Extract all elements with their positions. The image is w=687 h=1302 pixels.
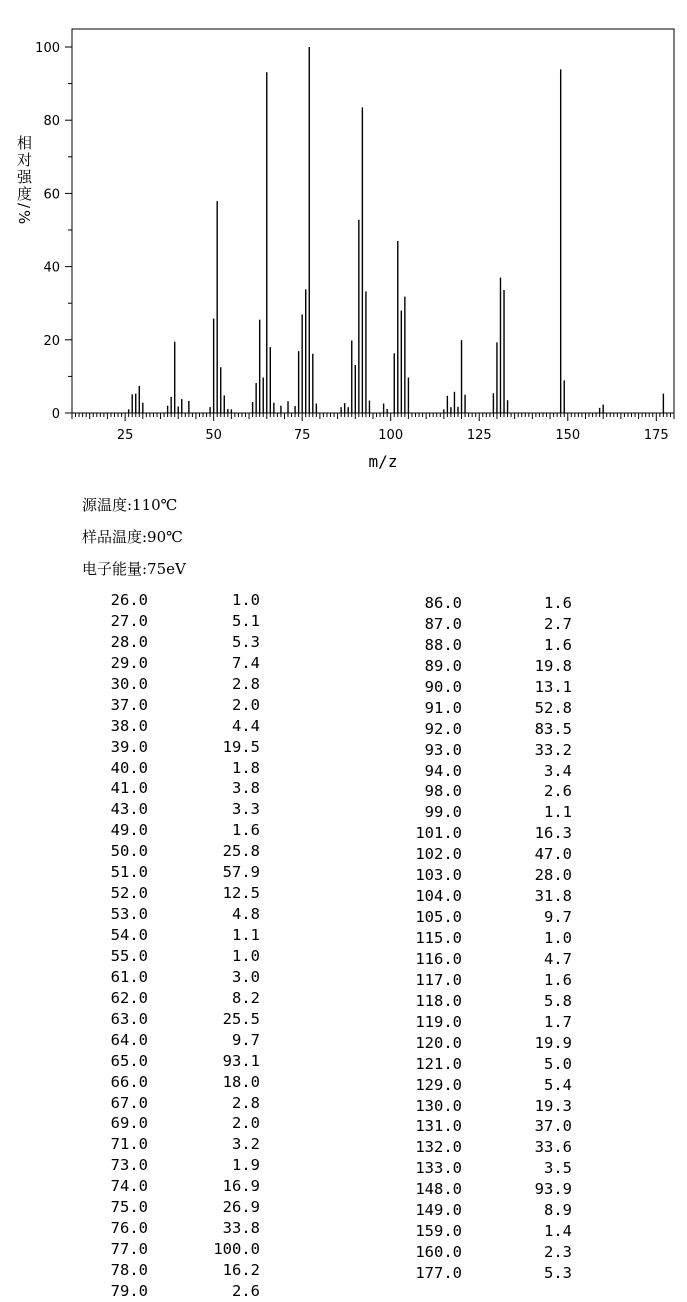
peak-row xyxy=(90,758,260,779)
mz-value: 116.0 xyxy=(415,949,462,968)
mz-value: 38.0 xyxy=(110,716,148,735)
intensity-value: 4.4 xyxy=(232,716,260,735)
mz-value: 39.0 xyxy=(110,737,148,756)
peak-row xyxy=(400,823,572,844)
mz-value: 131.0 xyxy=(415,1117,462,1136)
intensity-value: 25.8 xyxy=(222,842,260,861)
intensity-value: 33.8 xyxy=(222,1219,260,1238)
peak-row xyxy=(90,1176,260,1197)
mz-value: 120.0 xyxy=(415,1033,462,1052)
peak-row xyxy=(90,904,260,925)
mz-value: 133.0 xyxy=(415,1159,462,1178)
peak-row xyxy=(400,991,572,1012)
intensity-value: 9.7 xyxy=(232,1030,260,1049)
intensity-value: 1.0 xyxy=(544,929,572,947)
y-tick-label: 0 xyxy=(51,407,60,422)
mz-value: 130.0 xyxy=(415,1096,462,1115)
intensity-value: 8.2 xyxy=(232,988,260,1007)
peak-row xyxy=(90,883,260,904)
x-tick-label: 75 xyxy=(293,428,311,443)
mz-value: 26.0 xyxy=(110,591,148,609)
mz-value: 43.0 xyxy=(110,800,148,819)
mz-value: 28.0 xyxy=(110,632,148,651)
intensity-value: 13.1 xyxy=(534,677,572,696)
mz-value: 101.0 xyxy=(415,824,462,843)
mz-value: 77.0 xyxy=(110,1240,148,1259)
intensity-value: 33.6 xyxy=(534,1138,572,1157)
plot-frame xyxy=(72,29,674,413)
intensity-value: 4.8 xyxy=(232,905,260,924)
peak-row xyxy=(90,778,260,799)
mz-value: 53.0 xyxy=(110,905,148,924)
intensity-value: 2.0 xyxy=(232,695,260,714)
peak-row xyxy=(90,946,260,967)
intensity-value: 19.8 xyxy=(534,656,572,675)
peak-row xyxy=(90,820,260,841)
mz-value: 115.0 xyxy=(415,929,462,947)
mz-value: 71.0 xyxy=(110,1135,148,1154)
mz-value: 117.0 xyxy=(415,970,462,989)
mz-value: 78.0 xyxy=(110,1261,148,1279)
intensity-value: 1.6 xyxy=(232,821,260,840)
peak-row xyxy=(400,1221,572,1242)
intensity-value: 18.0 xyxy=(222,1072,260,1091)
mz-value: 37.0 xyxy=(110,695,148,714)
peak-row xyxy=(400,740,572,761)
intensity-value: 1.9 xyxy=(232,1156,260,1175)
peak-row xyxy=(400,614,572,635)
peak-row xyxy=(90,841,260,862)
intensity-value: 83.5 xyxy=(534,719,572,738)
intensity-value: 1.6 xyxy=(544,970,572,989)
mz-value: 104.0 xyxy=(415,887,462,906)
mz-value: 159.0 xyxy=(415,1222,462,1241)
peak-row xyxy=(400,593,572,614)
peak-row xyxy=(400,1137,572,1158)
mz-value: 66.0 xyxy=(110,1072,148,1091)
intensity-value: 19.9 xyxy=(534,1033,572,1052)
intensity-value: 1.1 xyxy=(544,803,572,822)
mz-value: 30.0 xyxy=(110,674,148,693)
intensity-value: 2.6 xyxy=(544,782,572,801)
intensity-value: 5.3 xyxy=(544,1264,572,1282)
intensity-value: 1.4 xyxy=(544,1222,572,1241)
mz-value: 90.0 xyxy=(424,677,462,696)
mz-value: 118.0 xyxy=(415,991,462,1010)
mz-value: 149.0 xyxy=(415,1201,462,1220)
mz-value: 50.0 xyxy=(110,842,148,861)
peak-table-right xyxy=(400,593,572,1284)
x-tick-label: 150 xyxy=(555,428,581,443)
mz-value: 103.0 xyxy=(415,866,462,885)
peak-row xyxy=(90,1134,260,1155)
mz-value: 119.0 xyxy=(415,1012,462,1031)
source-temperature: 源温度:110℃ xyxy=(82,496,178,514)
peak-row xyxy=(90,695,260,716)
peak-row xyxy=(400,907,572,928)
peak-row xyxy=(400,1116,572,1137)
mz-value: 73.0 xyxy=(110,1156,148,1175)
peak-row xyxy=(90,737,260,758)
peak-table-left xyxy=(90,590,260,1302)
mz-value: 87.0 xyxy=(424,614,462,633)
intensity-value: 4.7 xyxy=(544,949,572,968)
intensity-value: 52.8 xyxy=(534,698,572,717)
mass-spectrum-chart xyxy=(0,0,687,480)
mz-value: 94.0 xyxy=(424,761,462,780)
peak-row xyxy=(400,781,572,802)
y-axis-label: 相对强度/% xyxy=(15,135,33,227)
electron-energy: 电子能量:75eV xyxy=(82,560,186,578)
mz-value: 86.0 xyxy=(424,594,462,612)
peak-row xyxy=(400,970,572,991)
mz-value: 51.0 xyxy=(110,863,148,882)
intensity-value: 57.9 xyxy=(222,863,260,882)
peak-row xyxy=(90,1260,260,1281)
peak-row xyxy=(400,928,572,949)
x-tick-label: 25 xyxy=(116,428,134,443)
peak-row xyxy=(90,1155,260,1176)
peak-row xyxy=(90,1072,260,1093)
peak-row xyxy=(400,1012,572,1033)
peak-row xyxy=(400,698,572,719)
x-tick-label: 125 xyxy=(466,428,492,443)
intensity-value: 31.8 xyxy=(534,887,572,906)
mz-value: 74.0 xyxy=(110,1177,148,1196)
peak-row xyxy=(90,862,260,883)
mz-value: 29.0 xyxy=(110,653,148,672)
mz-value: 148.0 xyxy=(415,1180,462,1199)
peak-row xyxy=(90,653,260,674)
mz-value: 64.0 xyxy=(110,1030,148,1049)
y-tick-label: 40 xyxy=(43,260,60,276)
intensity-value: 47.0 xyxy=(534,845,572,864)
mz-value: 61.0 xyxy=(110,967,148,986)
mz-value: 129.0 xyxy=(415,1075,462,1094)
peak-row xyxy=(400,844,572,865)
mz-value: 132.0 xyxy=(415,1138,462,1157)
intensity-value: 2.3 xyxy=(544,1243,572,1262)
peak-row xyxy=(90,988,260,1009)
peak-row xyxy=(90,674,260,695)
intensity-value: 3.0 xyxy=(232,967,260,986)
peak-row xyxy=(400,1096,572,1117)
peak-row xyxy=(90,716,260,737)
peak-row xyxy=(400,865,572,886)
peak-row xyxy=(400,1075,572,1096)
x-tick-label: 175 xyxy=(643,428,669,443)
peak-row xyxy=(400,886,572,907)
mz-value: 88.0 xyxy=(424,635,462,654)
sample-temperature: 样品温度:90℃ xyxy=(82,528,183,546)
mz-value: 91.0 xyxy=(424,698,462,717)
intensity-value: 5.4 xyxy=(544,1075,572,1094)
intensity-value: 28.0 xyxy=(534,866,572,885)
mz-value: 62.0 xyxy=(110,988,148,1007)
mz-value: 52.0 xyxy=(110,884,148,903)
peak-row xyxy=(400,1200,572,1221)
x-tick-label: 100 xyxy=(378,428,404,443)
mz-value: 79.0 xyxy=(110,1281,148,1300)
peak-row xyxy=(90,1197,260,1218)
intensity-value: 16.2 xyxy=(222,1261,260,1279)
peak-row xyxy=(400,719,572,740)
intensity-value: 2.6 xyxy=(232,1281,260,1300)
intensity-value: 93.1 xyxy=(222,1051,260,1070)
mz-value: 49.0 xyxy=(110,821,148,840)
intensity-value: 1.0 xyxy=(232,591,260,609)
intensity-value: 1.6 xyxy=(544,594,572,612)
peak-row xyxy=(400,802,572,823)
x-axis-label: m/z xyxy=(368,452,398,471)
intensity-value: 19.3 xyxy=(534,1096,572,1115)
peak-row xyxy=(90,967,260,988)
peak-row xyxy=(400,1263,572,1284)
peak-row xyxy=(90,590,260,611)
peak-row xyxy=(400,1158,572,1179)
peak-row xyxy=(90,1009,260,1030)
peak-row xyxy=(90,1093,260,1114)
intensity-value: 1.0 xyxy=(232,946,260,965)
mz-value: 177.0 xyxy=(415,1264,462,1282)
mz-value: 67.0 xyxy=(110,1093,148,1112)
peak-row xyxy=(400,635,572,656)
mz-value: 40.0 xyxy=(110,758,148,777)
peak-row xyxy=(400,1054,572,1075)
peak-row xyxy=(90,1281,260,1302)
intensity-value: 3.2 xyxy=(232,1135,260,1154)
intensity-value: 16.3 xyxy=(534,824,572,843)
mz-value: 69.0 xyxy=(110,1114,148,1133)
intensity-value: 2.0 xyxy=(232,1114,260,1133)
peak-row xyxy=(90,611,260,632)
mz-value: 160.0 xyxy=(415,1243,462,1262)
mz-value: 89.0 xyxy=(424,656,462,675)
intensity-value: 5.1 xyxy=(232,611,260,630)
x-tick-label: 50 xyxy=(205,428,222,443)
peak-row xyxy=(90,1051,260,1072)
intensity-value: 12.5 xyxy=(222,884,260,903)
intensity-value: 19.5 xyxy=(222,737,260,756)
mz-value: 76.0 xyxy=(110,1219,148,1238)
mz-value: 93.0 xyxy=(424,740,462,759)
intensity-value: 2.8 xyxy=(232,674,260,693)
mz-value: 63.0 xyxy=(110,1009,148,1028)
peak-row xyxy=(90,1030,260,1051)
intensity-value: 9.7 xyxy=(544,908,572,927)
intensity-value: 7.4 xyxy=(232,653,260,672)
intensity-value: 100.0 xyxy=(213,1240,260,1259)
mz-value: 55.0 xyxy=(110,946,148,965)
intensity-value: 3.8 xyxy=(232,779,260,798)
mz-value: 54.0 xyxy=(110,926,148,944)
peak-row xyxy=(90,799,260,820)
intensity-value: 3.3 xyxy=(232,800,260,819)
mz-value: 75.0 xyxy=(110,1198,148,1217)
mz-value: 102.0 xyxy=(415,845,462,864)
intensity-value: 2.8 xyxy=(232,1093,260,1112)
y-tick-label: 80 xyxy=(43,114,60,130)
intensity-value: 16.9 xyxy=(222,1177,260,1196)
peak-row xyxy=(90,632,260,653)
intensity-value: 5.3 xyxy=(232,632,260,651)
peak-row xyxy=(400,1179,572,1200)
intensity-value: 3.4 xyxy=(544,761,572,780)
peak-row xyxy=(400,677,572,698)
mz-value: 27.0 xyxy=(110,611,148,630)
intensity-value: 1.1 xyxy=(232,926,260,944)
intensity-value: 1.6 xyxy=(544,635,572,654)
intensity-value: 8.9 xyxy=(544,1201,572,1220)
y-tick-label: 100 xyxy=(35,41,60,56)
mz-value: 92.0 xyxy=(424,719,462,738)
y-tick-label: 20 xyxy=(43,333,60,349)
mz-value: 121.0 xyxy=(415,1054,462,1073)
intensity-value: 1.7 xyxy=(544,1012,572,1031)
intensity-value: 5.8 xyxy=(544,991,572,1010)
peak-row xyxy=(90,925,260,946)
mz-value: 105.0 xyxy=(415,908,462,927)
intensity-value: 25.5 xyxy=(222,1009,260,1028)
y-tick-label: 60 xyxy=(43,187,60,203)
intensity-value: 2.7 xyxy=(544,614,572,633)
peak-row xyxy=(400,949,572,970)
mz-value: 98.0 xyxy=(424,782,462,801)
peak-row xyxy=(90,1218,260,1239)
intensity-value: 3.5 xyxy=(544,1159,572,1178)
mz-value: 99.0 xyxy=(424,803,462,822)
mz-value: 41.0 xyxy=(110,779,148,798)
peak-row xyxy=(400,656,572,677)
mz-value: 65.0 xyxy=(110,1051,148,1070)
peak-row xyxy=(400,1033,572,1054)
peak-row xyxy=(400,761,572,782)
intensity-value: 37.0 xyxy=(534,1117,572,1136)
peak-row xyxy=(90,1239,260,1260)
peak-row xyxy=(400,1242,572,1263)
intensity-value: 33.2 xyxy=(534,740,572,759)
intensity-value: 26.9 xyxy=(222,1198,260,1217)
intensity-value: 93.9 xyxy=(534,1180,572,1199)
peak-row xyxy=(90,1113,260,1134)
intensity-value: 5.0 xyxy=(544,1054,572,1073)
intensity-value: 1.8 xyxy=(232,758,260,777)
